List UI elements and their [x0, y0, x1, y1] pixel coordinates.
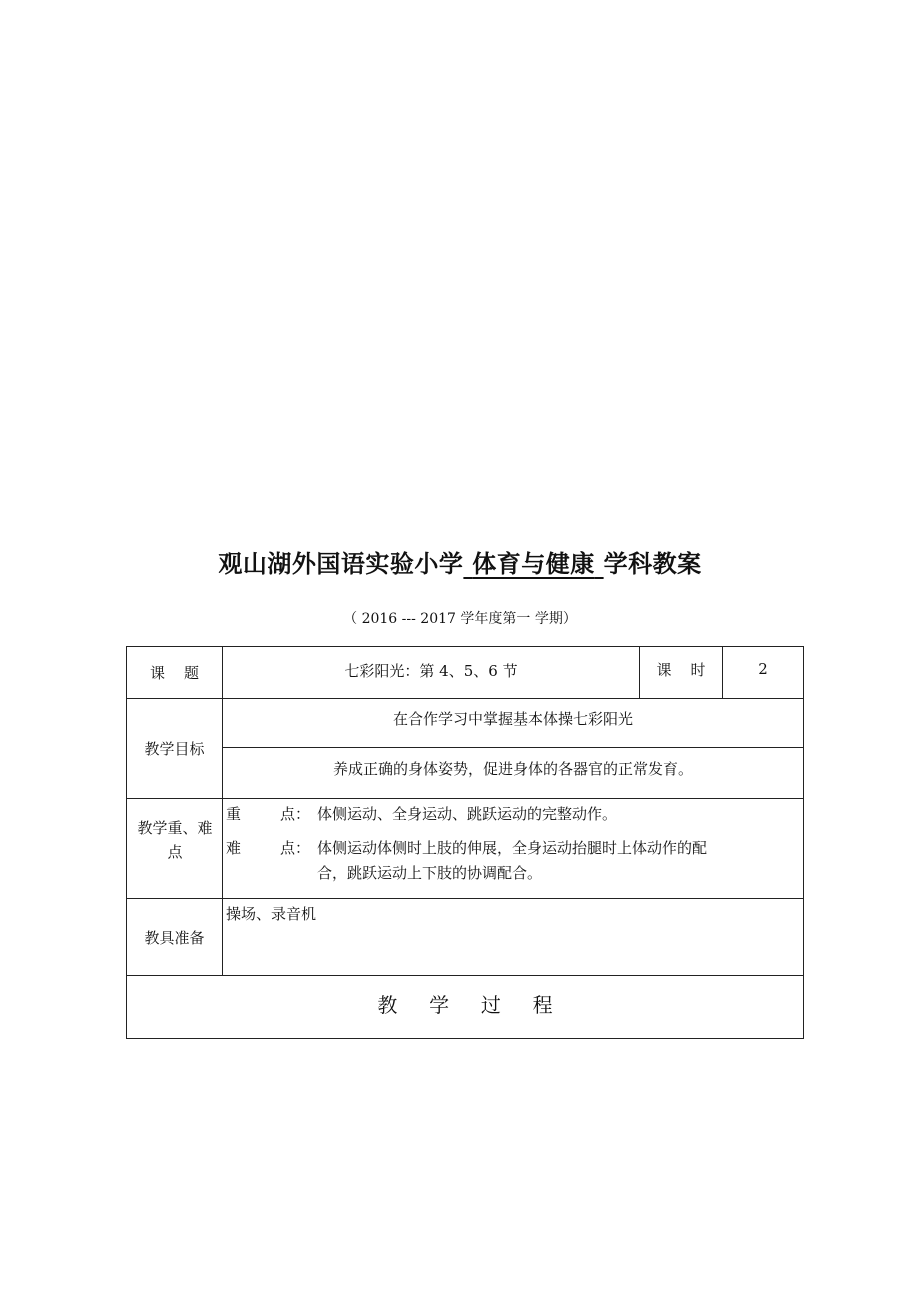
subject-name: 体育与健康	[472, 550, 595, 578]
topic-value: 七彩阳光：第 4、5、6 节	[344, 661, 518, 680]
lesson-plan-table	[126, 646, 804, 1039]
key-label: 重	[226, 805, 242, 823]
equipment-label: 教具准备	[144, 928, 205, 947]
title-suffix: 学科教案	[603, 550, 702, 578]
hours-label: 课 时	[656, 660, 706, 679]
goal-1: 在合作学习中掌握基本体操七彩阳光	[392, 709, 633, 728]
process-heading: 教 学 过 程	[377, 992, 553, 1017]
goal-2: 养成正确的身体姿势，促进身体的各器官的正常发育。	[332, 759, 693, 778]
key-text: 体侧运动、全身运动、跳跃运动的完整动作。	[317, 805, 618, 823]
keypoints-label: 教学重、难点	[137, 819, 213, 861]
term-line: （ 2016 --- 2017 学年度第一 学期）	[343, 611, 577, 627]
document-title	[0, 544, 920, 579]
difficult-label: 难	[226, 839, 242, 857]
difficult-text-1: 体侧运动体侧时上肢的伸展，全身运动抬腿时上体动作的配	[317, 839, 708, 857]
difficult-dian: 点：	[280, 839, 311, 857]
school-name: 观山湖外国语实验小学	[218, 550, 464, 578]
difficult-text-2: 合，跳跃运动上下肢的协调配合。	[317, 864, 543, 882]
equipment-value: 操场、录音机	[226, 905, 317, 923]
hours-value: 2	[758, 660, 768, 678]
key-dian: 点：	[280, 805, 311, 823]
topic-label: 课 题	[149, 664, 200, 682]
goals-label: 教学目标	[144, 740, 205, 758]
